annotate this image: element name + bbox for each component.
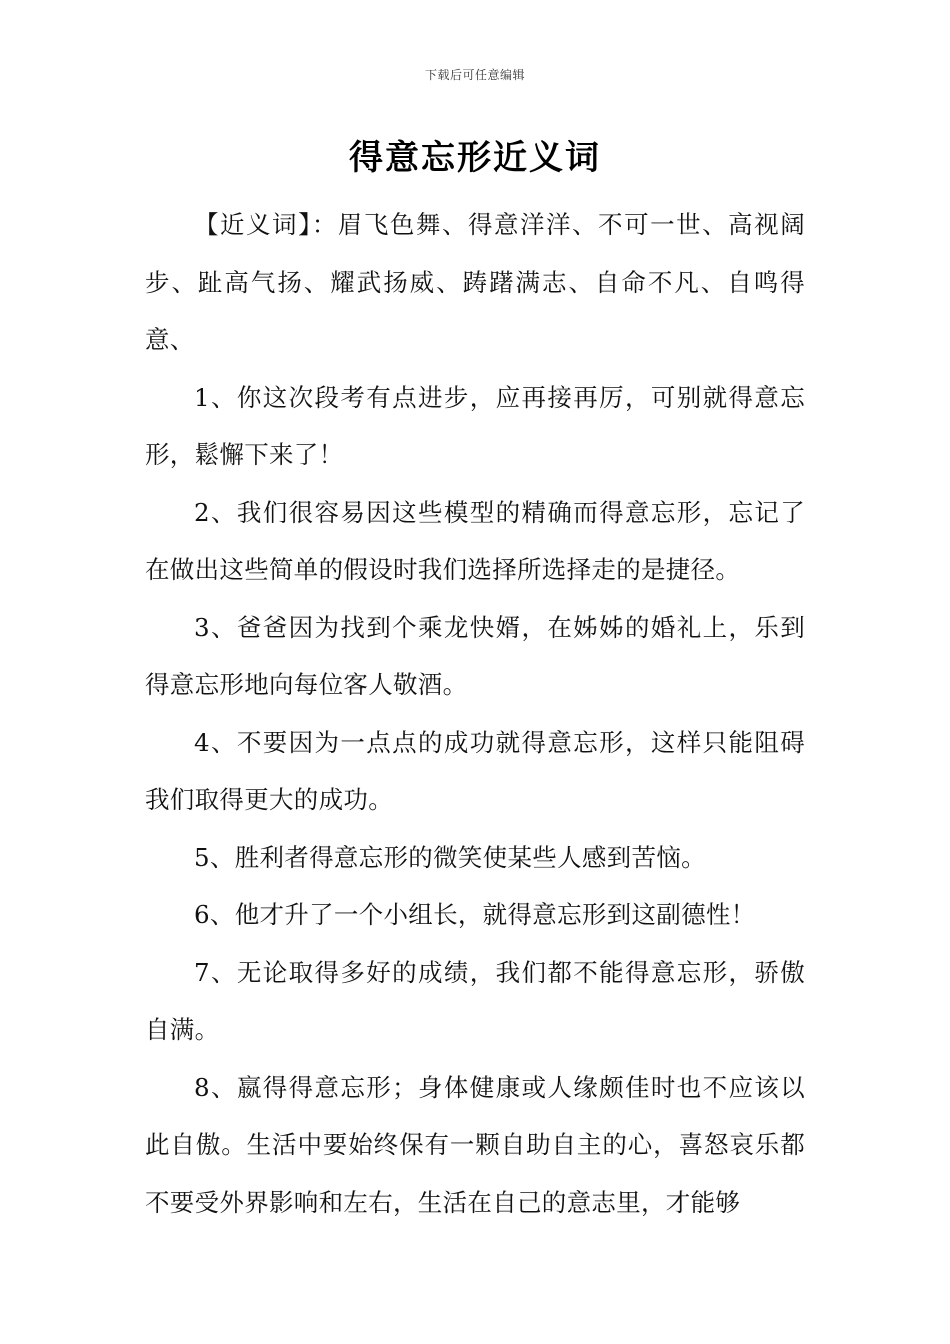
header-note: 下载后可任意编辑 <box>424 68 525 82</box>
example-sentence-2: 2、我们很容易因这些模型的精确而得意忘形，忘记了在做出这些简单的假设时我们选择所选择走的是捷径。 <box>145 497 805 584</box>
example-sentence-4: 4、不要因为一点点的成功就得意忘形，这样只能阻碍我们取得更大的成功。 <box>145 727 805 814</box>
example-sentence-8: 8、嬴得得意忘形；身体健康或人缘颇佳时也不应该以此自傲。生活中要始终保有一颗自助自主的心，喜怒哀乐都不要受外界影响和左右，生活在自己的意志里，才能够 <box>145 1072 805 1217</box>
example-sentence-5: 5、胜利者得意忘形的微笑使某些人感到苦恼。 <box>194 842 706 872</box>
example-sentence-1: 1、你这次段考有点进步，应再接再厉，可别就得意忘形，鬆懈下来了！ <box>145 382 805 469</box>
example-sentence-3: 3、爸爸因为找到个乘龙快婿，在姊姊的婚礼上，乐到得意忘形地向每位客人敬酒。 <box>145 612 805 699</box>
example-sentence-7: 7、无论取得多好的成绩，我们都不能得意忘形，骄傲自满。 <box>145 957 805 1044</box>
example-sentence-6: 6、他才升了一个小组长，就得意忘形到这副德性！ <box>194 900 756 929</box>
document-body <box>145 196 805 1231</box>
synonyms-paragraph: 【近义词】：眉飞色舞、得意洋洋、不可一世、高视阔步、趾高气扬、耀武扬威、踌躇满志、自命不凡、自鸣得意、 <box>145 210 805 354</box>
page-title: 得意忘形近义词 <box>349 138 601 178</box>
